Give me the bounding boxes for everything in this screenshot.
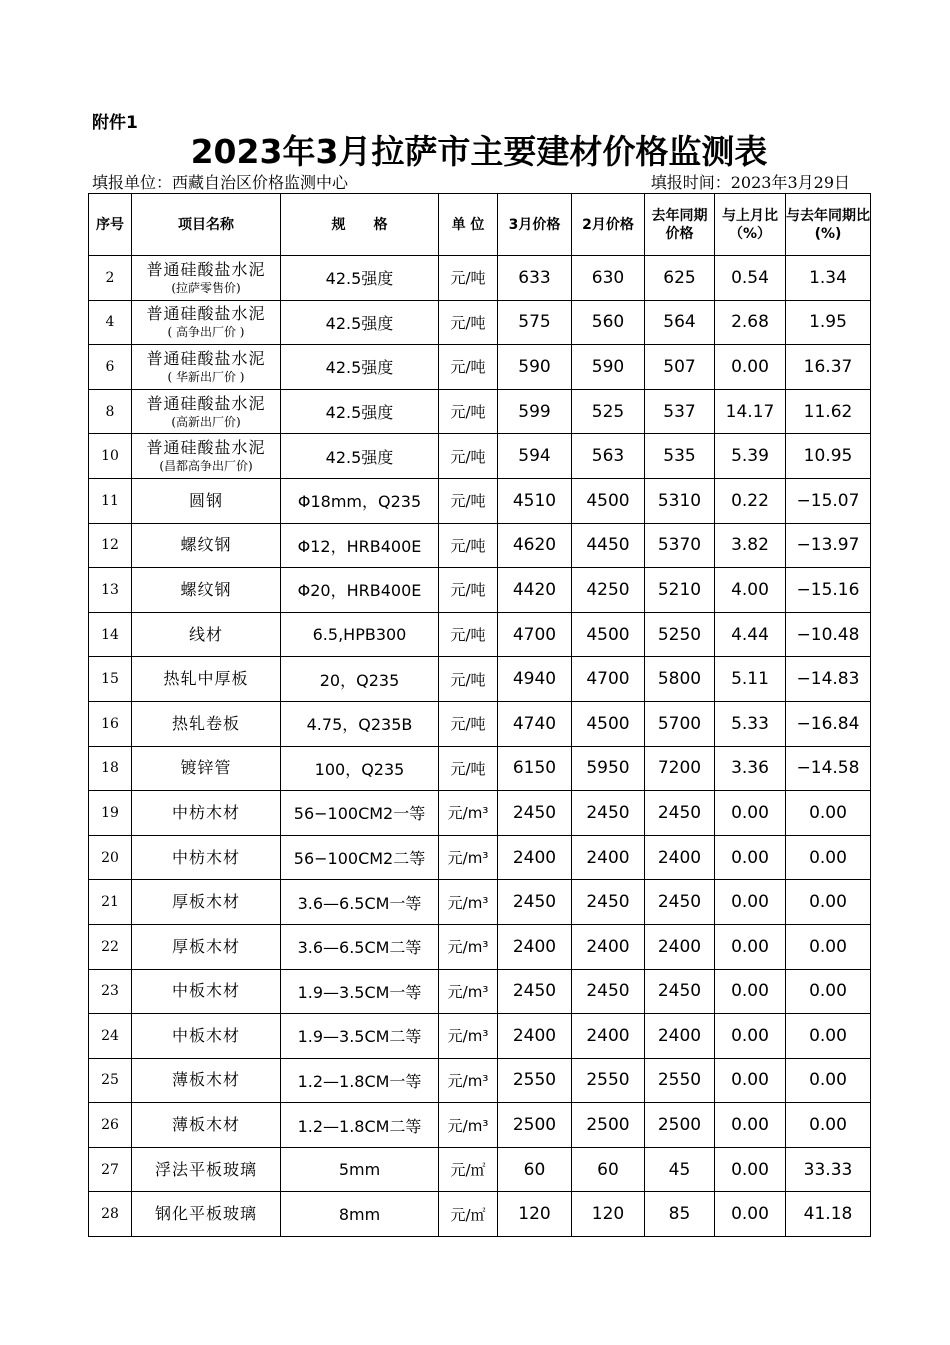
row-feb-price: 590 bbox=[572, 345, 645, 390]
attachment-label: 附件1 bbox=[92, 113, 138, 133]
row-march-price: 2450 bbox=[498, 969, 572, 1014]
table-row bbox=[89, 1192, 871, 1237]
table-row bbox=[89, 389, 871, 434]
row-index: 11 bbox=[89, 478, 132, 523]
row-unit: 元/m³ bbox=[439, 1058, 498, 1103]
row-last-year-price: 2450 bbox=[645, 791, 715, 836]
table-row bbox=[89, 701, 871, 746]
row-march-price: 633 bbox=[498, 256, 572, 301]
row-feb-price: 4500 bbox=[572, 701, 645, 746]
row-unit: 元/㎡ bbox=[439, 1147, 498, 1192]
row-item-name-main: 薄板木材 bbox=[171, 1070, 240, 1090]
row-last-year-price: 7200 bbox=[645, 746, 715, 791]
row-unit: 元/m³ bbox=[439, 791, 498, 836]
row-index: 23 bbox=[89, 969, 132, 1014]
row-unit: 元/吨 bbox=[439, 389, 498, 434]
row-last-year-price: 2400 bbox=[645, 924, 715, 969]
row-yoy-change: −15.07 bbox=[786, 478, 871, 523]
row-unit: 元/吨 bbox=[439, 478, 498, 523]
row-spec: 56−100CM2二等 bbox=[281, 835, 439, 880]
row-feb-price: 560 bbox=[572, 300, 645, 345]
row-index: 26 bbox=[89, 1103, 132, 1148]
row-index: 16 bbox=[89, 701, 132, 746]
row-mom-change: 0.00 bbox=[715, 835, 786, 880]
row-yoy-change: 1.34 bbox=[786, 256, 871, 301]
row-item-name-note: (高新出厂价) bbox=[171, 414, 241, 429]
row-item-name-main: 普通硅酸盐水泥 bbox=[146, 393, 266, 413]
row-spec: Φ12，HRB400E bbox=[281, 523, 439, 568]
row-last-year-price: 5310 bbox=[645, 478, 715, 523]
price-table bbox=[88, 193, 871, 1237]
row-unit: 元/吨 bbox=[439, 568, 498, 613]
row-item-name-main: 热轧中厚板 bbox=[163, 669, 249, 689]
row-last-year-price: 5700 bbox=[645, 701, 715, 746]
row-unit: 元/吨 bbox=[439, 300, 498, 345]
row-index: 12 bbox=[89, 523, 132, 568]
row-march-price: 4420 bbox=[498, 568, 572, 613]
row-mom-change: 4.44 bbox=[715, 612, 786, 657]
row-mom-change: 0.00 bbox=[715, 1147, 786, 1192]
table-row bbox=[89, 657, 871, 702]
row-last-year-price: 2450 bbox=[645, 880, 715, 925]
row-item-name bbox=[132, 523, 281, 568]
row-yoy-change: 0.00 bbox=[786, 791, 871, 836]
row-item-name bbox=[132, 657, 281, 702]
table-row bbox=[89, 568, 871, 613]
row-item-name-main: 钢化平板玻璃 bbox=[154, 1204, 257, 1224]
row-march-price: 594 bbox=[498, 434, 572, 479]
row-unit: 元/m³ bbox=[439, 924, 498, 969]
row-index: 27 bbox=[89, 1147, 132, 1192]
row-item-name-main: 中枋木材 bbox=[171, 847, 240, 867]
row-unit: 元/吨 bbox=[439, 434, 498, 479]
row-item-name-note: ( 高争出厂价 ) bbox=[167, 325, 245, 340]
row-spec: Φ18mm，Q235 bbox=[281, 478, 439, 523]
row-yoy-change: −14.83 bbox=[786, 657, 871, 702]
table-body bbox=[89, 256, 871, 1237]
row-item-name-main: 中板木材 bbox=[171, 1025, 240, 1045]
row-index: 20 bbox=[89, 835, 132, 880]
table-row bbox=[89, 969, 871, 1014]
row-last-year-price: 5370 bbox=[645, 523, 715, 568]
row-item-name-note: ( 华新出厂价 ) bbox=[167, 369, 245, 384]
row-mom-change: 3.36 bbox=[715, 746, 786, 791]
col-header-spec: 规 格 bbox=[281, 194, 439, 256]
row-unit: 元/m³ bbox=[439, 880, 498, 925]
row-item-name bbox=[132, 434, 281, 479]
row-item-name bbox=[132, 256, 281, 301]
col-header-yoy-change: 与去年同期比(%) bbox=[786, 194, 871, 256]
table-row bbox=[89, 523, 871, 568]
row-item-name bbox=[132, 924, 281, 969]
row-spec: Φ20，HRB400E bbox=[281, 568, 439, 613]
row-item-name bbox=[132, 835, 281, 880]
row-unit: 元/m³ bbox=[439, 1103, 498, 1148]
row-unit: 元/吨 bbox=[439, 657, 498, 702]
row-last-year-price: 5210 bbox=[645, 568, 715, 613]
row-march-price: 4620 bbox=[498, 523, 572, 568]
row-item-name-main: 热轧卷板 bbox=[171, 713, 240, 733]
row-mom-change: 0.00 bbox=[715, 1014, 786, 1059]
row-march-price: 60 bbox=[498, 1147, 572, 1192]
row-feb-price: 630 bbox=[572, 256, 645, 301]
row-item-name bbox=[132, 701, 281, 746]
row-yoy-change: 10.95 bbox=[786, 434, 871, 479]
row-item-name bbox=[132, 746, 281, 791]
row-march-price: 599 bbox=[498, 389, 572, 434]
row-item-name-main: 厚板木材 bbox=[171, 892, 240, 912]
col-header-last-year-price: 去年同期价格 bbox=[645, 194, 715, 256]
row-feb-price: 4500 bbox=[572, 612, 645, 657]
col-header-item-name: 项目名称 bbox=[132, 194, 281, 256]
table-row bbox=[89, 924, 871, 969]
col-header-march-price: 3月价格 bbox=[498, 194, 572, 256]
row-unit: 元/吨 bbox=[439, 256, 498, 301]
row-last-year-price: 2500 bbox=[645, 1103, 715, 1148]
table-row bbox=[89, 612, 871, 657]
row-spec: 100，Q235 bbox=[281, 746, 439, 791]
row-march-price: 2400 bbox=[498, 1014, 572, 1059]
row-feb-price: 525 bbox=[572, 389, 645, 434]
row-feb-price: 2450 bbox=[572, 880, 645, 925]
table-row bbox=[89, 1103, 871, 1148]
row-item-name-main: 螺纹钢 bbox=[180, 535, 232, 555]
row-last-year-price: 5800 bbox=[645, 657, 715, 702]
row-last-year-price: 5250 bbox=[645, 612, 715, 657]
row-unit: 元/m³ bbox=[439, 1014, 498, 1059]
row-item-name-main: 普通硅酸盐水泥 bbox=[146, 304, 266, 324]
row-mom-change: 0.22 bbox=[715, 478, 786, 523]
row-yoy-change: 11.62 bbox=[786, 389, 871, 434]
row-spec: 8mm bbox=[281, 1192, 439, 1237]
row-item-name-main: 浮法平板玻璃 bbox=[154, 1159, 257, 1179]
row-index: 21 bbox=[89, 880, 132, 925]
row-feb-price: 2450 bbox=[572, 791, 645, 836]
row-index: 10 bbox=[89, 434, 132, 479]
row-feb-price: 4450 bbox=[572, 523, 645, 568]
row-item-name bbox=[132, 389, 281, 434]
row-mom-change: 2.68 bbox=[715, 300, 786, 345]
row-feb-price: 2400 bbox=[572, 835, 645, 880]
table-row bbox=[89, 791, 871, 836]
table-header-row bbox=[89, 194, 871, 256]
row-mom-change: 5.33 bbox=[715, 701, 786, 746]
row-feb-price: 120 bbox=[572, 1192, 645, 1237]
row-unit: 元/m³ bbox=[439, 969, 498, 1014]
table-row bbox=[89, 1014, 871, 1059]
row-item-name bbox=[132, 1147, 281, 1192]
table-row bbox=[89, 746, 871, 791]
row-item-name bbox=[132, 1192, 281, 1237]
row-mom-change: 0.54 bbox=[715, 256, 786, 301]
row-spec: 3.6—6.5CM一等 bbox=[281, 880, 439, 925]
table-row bbox=[89, 256, 871, 301]
row-feb-price: 2400 bbox=[572, 924, 645, 969]
row-last-year-price: 2450 bbox=[645, 969, 715, 1014]
row-mom-change: 5.11 bbox=[715, 657, 786, 702]
row-spec: 42.5强度 bbox=[281, 300, 439, 345]
row-march-price: 2500 bbox=[498, 1103, 572, 1148]
row-yoy-change: 0.00 bbox=[786, 969, 871, 1014]
row-yoy-change: −13.97 bbox=[786, 523, 871, 568]
row-item-name-main: 普通硅酸盐水泥 bbox=[146, 438, 266, 458]
page-title: 2023年3月拉萨市主要建材价格监测表 bbox=[190, 132, 768, 171]
row-spec: 56−100CM2一等 bbox=[281, 791, 439, 836]
table-row bbox=[89, 345, 871, 390]
row-feb-price: 4700 bbox=[572, 657, 645, 702]
row-mom-change: 0.00 bbox=[715, 969, 786, 1014]
row-mom-change: 0.00 bbox=[715, 880, 786, 925]
table-row bbox=[89, 478, 871, 523]
row-feb-price: 563 bbox=[572, 434, 645, 479]
row-item-name-main: 中枋木材 bbox=[171, 802, 240, 822]
row-yoy-change: 0.00 bbox=[786, 1014, 871, 1059]
row-item-name bbox=[132, 300, 281, 345]
row-item-name bbox=[132, 478, 281, 523]
row-spec: 42.5强度 bbox=[281, 389, 439, 434]
row-march-price: 2400 bbox=[498, 924, 572, 969]
col-header-mom-change: 与上月比（%） bbox=[715, 194, 786, 256]
row-mom-change: 5.39 bbox=[715, 434, 786, 479]
row-spec: 1.2—1.8CM二等 bbox=[281, 1103, 439, 1148]
row-index: 8 bbox=[89, 389, 132, 434]
table-row bbox=[89, 880, 871, 925]
row-index: 22 bbox=[89, 924, 132, 969]
row-index: 25 bbox=[89, 1058, 132, 1103]
row-unit: 元/m³ bbox=[439, 835, 498, 880]
row-yoy-change: 16.37 bbox=[786, 345, 871, 390]
row-mom-change: 14.17 bbox=[715, 389, 786, 434]
row-march-price: 575 bbox=[498, 300, 572, 345]
row-feb-price: 2450 bbox=[572, 969, 645, 1014]
table-row bbox=[89, 300, 871, 345]
row-spec: 20，Q235 bbox=[281, 657, 439, 702]
row-item-name-note: (昌都高争出厂价) bbox=[159, 459, 253, 474]
row-yoy-change: 0.00 bbox=[786, 924, 871, 969]
row-last-year-price: 2550 bbox=[645, 1058, 715, 1103]
row-item-name bbox=[132, 791, 281, 836]
row-feb-price: 4250 bbox=[572, 568, 645, 613]
row-march-price: 6150 bbox=[498, 746, 572, 791]
row-index: 2 bbox=[89, 256, 132, 301]
row-mom-change: 0.00 bbox=[715, 1058, 786, 1103]
row-yoy-change: 0.00 bbox=[786, 1103, 871, 1148]
row-item-name-main: 线材 bbox=[188, 624, 223, 644]
row-march-price: 4700 bbox=[498, 612, 572, 657]
row-index: 28 bbox=[89, 1192, 132, 1237]
row-spec: 42.5强度 bbox=[281, 434, 439, 479]
row-index: 15 bbox=[89, 657, 132, 702]
row-yoy-change: −15.16 bbox=[786, 568, 871, 613]
table-row bbox=[89, 835, 871, 880]
row-last-year-price: 564 bbox=[645, 300, 715, 345]
row-feb-price: 5950 bbox=[572, 746, 645, 791]
row-spec: 1.2—1.8CM一等 bbox=[281, 1058, 439, 1103]
row-march-price: 2450 bbox=[498, 791, 572, 836]
row-last-year-price: 535 bbox=[645, 434, 715, 479]
row-last-year-price: 625 bbox=[645, 256, 715, 301]
row-spec: 1.9—3.5CM一等 bbox=[281, 969, 439, 1014]
row-unit: 元/吨 bbox=[439, 345, 498, 390]
row-spec: 4.75，Q235B bbox=[281, 701, 439, 746]
row-march-price: 2450 bbox=[498, 880, 572, 925]
row-mom-change: 0.00 bbox=[715, 791, 786, 836]
row-mom-change: 0.00 bbox=[715, 345, 786, 390]
row-yoy-change: 41.18 bbox=[786, 1192, 871, 1237]
row-item-name-main: 普通硅酸盐水泥 bbox=[146, 348, 266, 368]
row-mom-change: 4.00 bbox=[715, 568, 786, 613]
col-header-index: 序号 bbox=[89, 194, 132, 256]
reporting-unit: 填报单位：西藏自治区价格监测中心 bbox=[92, 173, 349, 192]
row-item-name-main: 厚板木材 bbox=[171, 936, 240, 956]
row-item-name-main: 中板木材 bbox=[171, 981, 240, 1001]
row-index: 19 bbox=[89, 791, 132, 836]
row-spec: 3.6—6.5CM二等 bbox=[281, 924, 439, 969]
row-item-name bbox=[132, 612, 281, 657]
row-item-name-main: 薄板木材 bbox=[171, 1115, 240, 1135]
row-index: 4 bbox=[89, 300, 132, 345]
row-index: 6 bbox=[89, 345, 132, 390]
row-feb-price: 60 bbox=[572, 1147, 645, 1192]
row-yoy-change: 0.00 bbox=[786, 835, 871, 880]
row-march-price: 120 bbox=[498, 1192, 572, 1237]
row-index: 24 bbox=[89, 1014, 132, 1059]
row-march-price: 4510 bbox=[498, 478, 572, 523]
row-last-year-price: 45 bbox=[645, 1147, 715, 1192]
row-spec: 42.5强度 bbox=[281, 256, 439, 301]
row-yoy-change: 1.95 bbox=[786, 300, 871, 345]
row-yoy-change: 0.00 bbox=[786, 1058, 871, 1103]
row-index: 13 bbox=[89, 568, 132, 613]
row-march-price: 590 bbox=[498, 345, 572, 390]
row-item-name bbox=[132, 1103, 281, 1148]
row-spec: 42.5强度 bbox=[281, 345, 439, 390]
row-feb-price: 2550 bbox=[572, 1058, 645, 1103]
row-item-name-note: (拉萨零售价) bbox=[171, 280, 241, 295]
row-item-name bbox=[132, 1058, 281, 1103]
col-header-unit: 单 位 bbox=[439, 194, 498, 256]
row-last-year-price: 537 bbox=[645, 389, 715, 434]
row-unit: 元/吨 bbox=[439, 701, 498, 746]
row-last-year-price: 2400 bbox=[645, 1014, 715, 1059]
row-march-price: 2400 bbox=[498, 835, 572, 880]
row-yoy-change: −14.58 bbox=[786, 746, 871, 791]
row-item-name-main: 普通硅酸盐水泥 bbox=[146, 259, 266, 279]
table-row bbox=[89, 434, 871, 479]
row-last-year-price: 2400 bbox=[645, 835, 715, 880]
row-item-name bbox=[132, 880, 281, 925]
row-unit: 元/吨 bbox=[439, 612, 498, 657]
row-yoy-change: 33.33 bbox=[786, 1147, 871, 1192]
row-yoy-change: 0.00 bbox=[786, 880, 871, 925]
row-unit: 元/吨 bbox=[439, 523, 498, 568]
row-mom-change: 0.00 bbox=[715, 1103, 786, 1148]
row-last-year-price: 507 bbox=[645, 345, 715, 390]
row-march-price: 4740 bbox=[498, 701, 572, 746]
row-unit: 元/㎡ bbox=[439, 1192, 498, 1237]
row-item-name bbox=[132, 568, 281, 613]
row-item-name bbox=[132, 345, 281, 390]
row-yoy-change: −16.84 bbox=[786, 701, 871, 746]
row-index: 18 bbox=[89, 746, 132, 791]
row-item-name bbox=[132, 1014, 281, 1059]
row-yoy-change: −10.48 bbox=[786, 612, 871, 657]
row-mom-change: 0.00 bbox=[715, 924, 786, 969]
row-spec: 6.5,HPB300 bbox=[281, 612, 439, 657]
col-header-feb-price: 2月价格 bbox=[572, 194, 645, 256]
row-feb-price: 2400 bbox=[572, 1014, 645, 1059]
row-mom-change: 3.82 bbox=[715, 523, 786, 568]
row-spec: 5mm bbox=[281, 1147, 439, 1192]
row-march-price: 2550 bbox=[498, 1058, 572, 1103]
row-feb-price: 2500 bbox=[572, 1103, 645, 1148]
row-item-name-main: 螺纹钢 bbox=[180, 579, 232, 599]
table-row bbox=[89, 1147, 871, 1192]
reporting-time: 填报时间：2023年3月29日 bbox=[650, 173, 850, 192]
table-row bbox=[89, 1058, 871, 1103]
row-item-name bbox=[132, 969, 281, 1014]
row-item-name-main: 圆钢 bbox=[188, 490, 223, 510]
row-last-year-price: 85 bbox=[645, 1192, 715, 1237]
row-march-price: 4940 bbox=[498, 657, 572, 702]
row-unit: 元/吨 bbox=[439, 746, 498, 791]
row-index: 14 bbox=[89, 612, 132, 657]
row-mom-change: 0.00 bbox=[715, 1192, 786, 1237]
row-item-name-main: 镀锌管 bbox=[180, 758, 232, 778]
row-spec: 1.9—3.5CM二等 bbox=[281, 1014, 439, 1059]
row-feb-price: 4500 bbox=[572, 478, 645, 523]
